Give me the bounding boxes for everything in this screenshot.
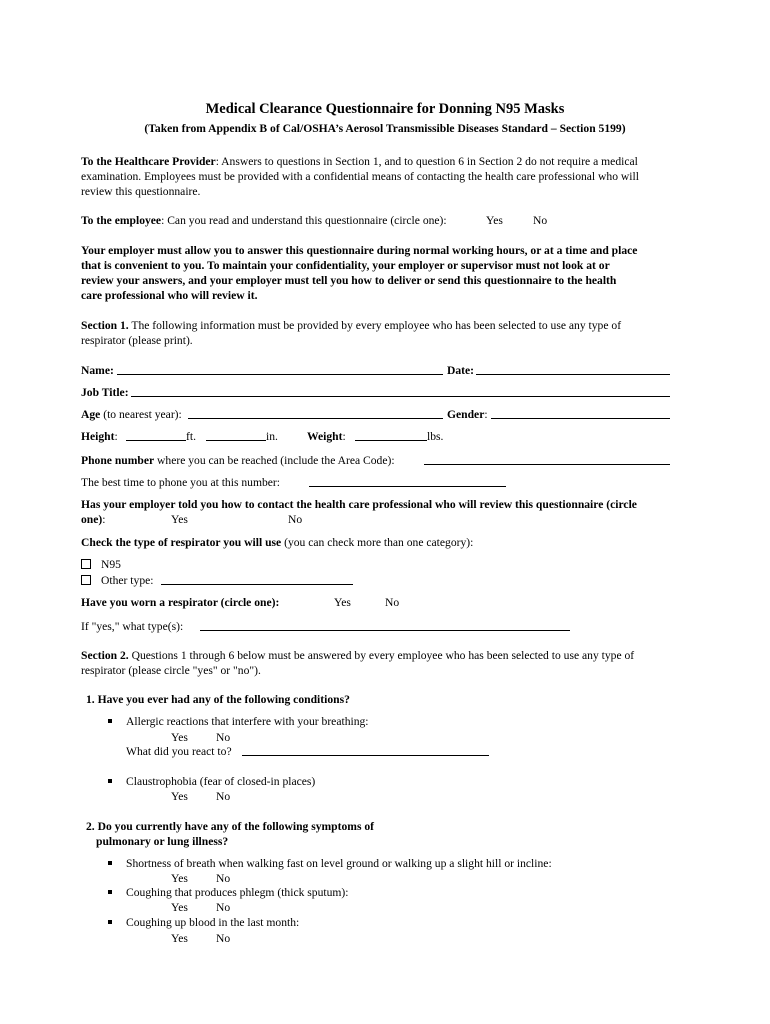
bullet-icon — [108, 719, 112, 723]
provider-line-2: examination. Employees must be provided with a confidential means of contacting the health care professional who will — [81, 170, 639, 183]
respirator-type-question: Check the type of respirator you will use (you can check more than one category): — [81, 536, 474, 549]
respirator-types-field[interactable] — [200, 619, 570, 631]
section1-label: Section 1. — [81, 319, 129, 332]
feet-unit: ft. — [186, 430, 196, 443]
height-feet-field[interactable] — [126, 429, 186, 441]
q2-item-shortness-of-breath: Shortness of breath when walking fast on level ground or walking up a slight hill or incline: — [108, 856, 552, 871]
bullet-icon — [108, 890, 112, 894]
q2a-no-option[interactable]: No — [216, 872, 231, 885]
employee-label: To the employee — [81, 214, 162, 227]
phone-field[interactable] — [424, 453, 670, 465]
q1-item-claustrophobia: Claustrophobia (fear of closed-in places) — [108, 774, 315, 789]
told-yes-option[interactable]: Yes — [171, 513, 188, 526]
n95-label: N95 — [101, 558, 121, 571]
weight-label: Weight — [307, 430, 343, 443]
q1a-no-option[interactable]: No — [216, 731, 231, 744]
q2-item-blood: Coughing up blood in the last month: — [108, 915, 299, 930]
gender-label-group: Gender: — [447, 408, 488, 421]
best-time-label: The best time to phone you at this number: — [81, 476, 280, 489]
told-question-line-1: Has your employer told you how to contact the health care professional who will review this questionnaire (circle — [81, 498, 637, 511]
page-title: Medical Clearance Questionnaire for Donning N95 Masks — [205, 101, 565, 117]
question-1: 1. Have you ever had any of the following conditions? — [86, 693, 350, 706]
notice-line-3: review your answers, and your employer must tell you how to deliver or send this questionnaire to the health — [81, 274, 617, 287]
q1-item-allergy: Allergic reactions that interfere with your breathing: — [108, 714, 369, 729]
section1-intro: Section 1. The following information must be provided by every employee who has been selected to use any type of — [81, 319, 622, 332]
worn-question: Have you worn a respirator (circle one): — [81, 596, 280, 609]
pounds-unit: lbs. — [427, 430, 444, 443]
q1b-no-option[interactable]: No — [216, 790, 231, 803]
date-label: Date: — [447, 364, 475, 377]
section2-intro-2: respirator (please circle "yes" or "no"). — [81, 664, 261, 677]
section2-label: Section 2. — [81, 649, 129, 662]
provider-line-1: To the Healthcare Provider: Answers to questions in Section 1, and to question 6 in Section 2 do not require a medical — [81, 155, 638, 168]
question-2-line-2: pulmonary or lung illness? — [96, 835, 229, 848]
told-question-line-2: one): — [81, 513, 106, 526]
q2a-yes-option[interactable]: Yes — [171, 872, 188, 885]
bullet-icon — [108, 920, 112, 924]
other-type-field[interactable] — [161, 573, 353, 585]
employee-question: To the employee: Can you read and understand this questionnaire (circle one): — [81, 214, 447, 227]
notice-line-2: that is convenient to you. To maintain your confidentiality, your employer or supervisor must not look at or — [81, 259, 610, 272]
phone-label-group: Phone number where you can be reached (include the Area Code): — [81, 454, 395, 467]
worn-no-option[interactable]: No — [385, 596, 400, 609]
weight-field[interactable] — [355, 429, 427, 441]
bullet-icon — [108, 861, 112, 865]
n95-option[interactable] — [81, 557, 121, 572]
job-title-field[interactable] — [131, 385, 670, 397]
job-title-label: Job Title: — [81, 386, 129, 399]
gender-field[interactable] — [491, 407, 670, 419]
react-to-field[interactable] — [242, 744, 489, 756]
inches-unit: in. — [266, 430, 278, 443]
height-inches-field[interactable] — [206, 429, 266, 441]
q1b-yes-option[interactable]: Yes — [171, 790, 188, 803]
employee-no-option[interactable]: No — [533, 214, 548, 227]
notice-line-1: Your employer must allow you to answer this questionnaire during normal working hours, or at a time and place — [81, 244, 638, 257]
employee-yes-option[interactable]: Yes — [486, 214, 503, 227]
best-time-field[interactable] — [309, 475, 506, 487]
section1-intro-2: respirator (please print). — [81, 334, 193, 347]
bullet-icon — [108, 779, 112, 783]
section2-intro: Section 2. Questions 1 through 6 below must be answered by every employee who has been selected to use any type of — [81, 649, 635, 662]
if-yes-label: If "yes," what type(s): — [81, 620, 184, 633]
gender-label: Gender — [447, 408, 485, 421]
provider-label: To the Healthcare Provider — [81, 155, 216, 168]
name-label: Name: — [81, 364, 114, 377]
q2c-yes-option[interactable]: Yes — [171, 932, 188, 945]
age-field[interactable] — [188, 407, 443, 419]
provider-line-3: review this questionnaire. — [81, 185, 201, 198]
other-type-checkbox[interactable] — [81, 575, 91, 585]
notice-line-4: care professional who will review it. — [81, 289, 258, 302]
q2b-no-option[interactable]: No — [216, 901, 231, 914]
height-label: Height — [81, 430, 115, 443]
question-2-line-1: 2. Do you currently have any of the following symptoms of — [86, 820, 375, 833]
date-field[interactable] — [476, 363, 670, 375]
n95-checkbox[interactable] — [81, 559, 91, 569]
q1a-yes-option[interactable]: Yes — [171, 731, 188, 744]
worn-yes-option[interactable]: Yes — [334, 596, 351, 609]
react-to-label: What did you react to? — [126, 745, 232, 758]
name-field[interactable] — [117, 363, 443, 375]
height-label-group: Height: — [81, 430, 118, 443]
other-type-option[interactable] — [81, 573, 153, 588]
age-label: Age — [81, 408, 101, 421]
other-type-label: Other type: — [101, 574, 154, 587]
q2c-no-option[interactable]: No — [216, 932, 231, 945]
age-label-group: Age (to nearest year): — [81, 408, 182, 421]
weight-label-group: Weight: — [307, 430, 346, 443]
page-subtitle: (Taken from Appendix B of Cal/OSHA’s Aerosol Transmissible Diseases Standard – Section 5199) — [144, 122, 626, 135]
q2-item-phlegm: Coughing that produces phlegm (thick sputum): — [108, 885, 349, 900]
q2b-yes-option[interactable]: Yes — [171, 901, 188, 914]
told-no-option[interactable]: No — [288, 513, 303, 526]
phone-label: Phone number — [81, 454, 155, 467]
respirator-type-label: Check the type of respirator you will use — [81, 536, 282, 549]
